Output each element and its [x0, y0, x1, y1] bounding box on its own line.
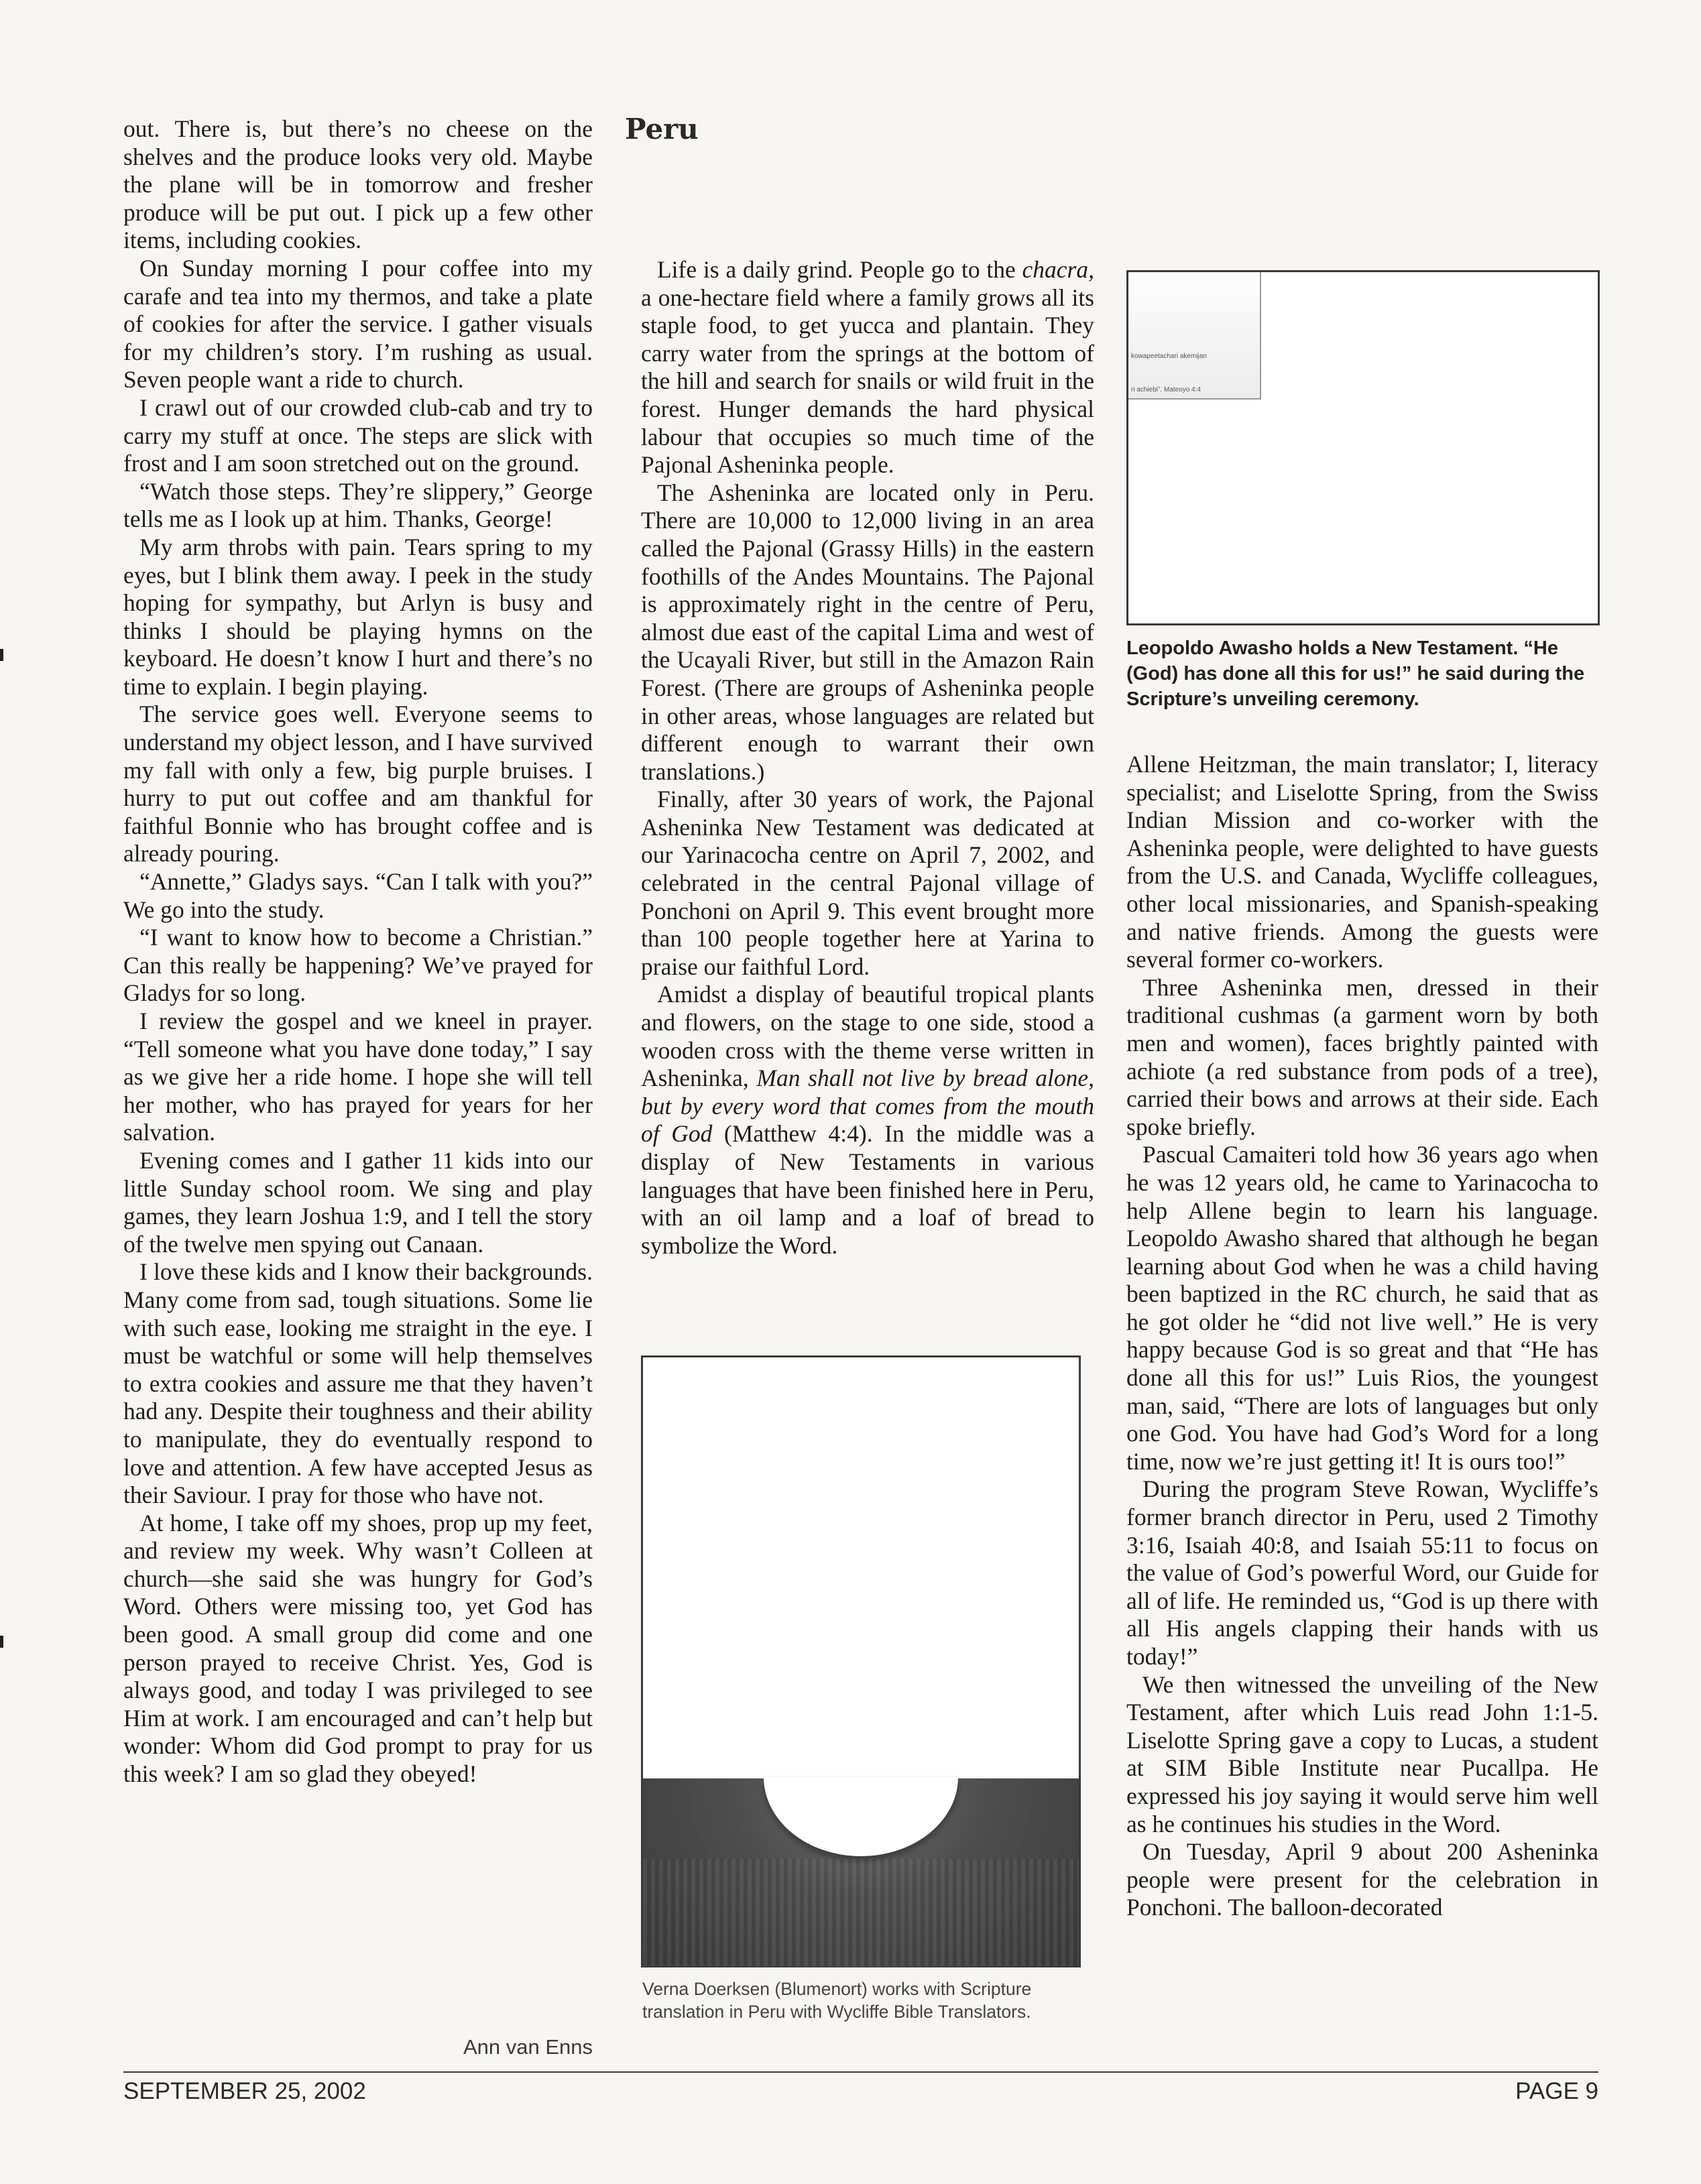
photo-caption-verna: Verna Doerksen (Blumenort) works with Scripture translation in Peru with Wycliffe Bible Translators.	[642, 1979, 1032, 2022]
column-left-article	[123, 115, 593, 1788]
section-heading: Peru	[625, 113, 699, 145]
photo-caption-leopoldo: Leopoldo Awasho holds a New Testament. “He (God) has done all this for us!” he said during the Scripture’s unveiling ceremony.	[1126, 638, 1585, 710]
text: Amidst a display of beautiful tropical plants and flowers, on the stage to one side, stood a wooden cross with the theme verse written in Asheninka,	[641, 981, 1094, 1092]
paragraph: My arm throbs with pain. Tears spring to my eyes, but I blink them away. I peek in the study hoping for sympathy, but Arlyn is busy and thinks I should be playing hymns on the keyboard. He doesn’t know I hurt and there’s no time to explain. I begin playing.	[123, 533, 593, 700]
scan-edge-mark	[0, 1636, 3, 1648]
italic-term: chacra,	[1022, 256, 1094, 283]
inset-text-line: ri achiebi”. Mateoyo 4:4	[1131, 386, 1201, 393]
italic-verse: Man shall not live by bread alone, but by every word that comes from the mouth of God	[641, 1065, 1094, 1148]
footer-page-number: PAGE 9	[1515, 2078, 1598, 2104]
paragraph: I love these kids and I know their backgrounds. Many come from sad, tough situations. Some lie with such ease, looking me straight in the eye. I must be watchful or some will help themselves to extra cookies and assure me that they haven’t had any. Despite their toughness and their ability to manipulate, they do eventually respond to love and attention. A few have accepted Jesus as their Saviour. I pray for those who have not.	[123, 1258, 593, 1509]
text: a one-hectare field where a family grows all its staple food, to get yucca and plantain. They carry water from the springs at the bottom of the hill and search for snails or wild fruit in the forest. Hunger demands the hard physical labour that occupies so much time of the Pajonal Asheninka people.	[641, 284, 1094, 479]
footer-rule	[123, 2071, 1598, 2073]
paragraph: I crawl out of our crowded club-cab and try to carry my stuff at once. The steps are slick with frost and I am soon stretched out on the ground.	[123, 393, 593, 477]
paragraph: I review the gospel and we kneel in prayer. “Tell someone what you have done today,” I say as we give her a ride home. I hope she will tell her mother, who has prayed for years for her salvation.	[123, 1008, 593, 1146]
paragraph: During the program Steve Rowan, Wycliffe’s former branch director in Peru, used 2 Timothy 3:16, Isaiah 40:8, and Isaiah 55:11 to focus on the value of God’s powerful Word, our Guide for all of life. He reminded us, “God is up there with all His angels clapping their hands with us today!”	[1126, 1475, 1598, 1670]
paragraph: The Asheninka are located only in Peru. There are 10,000 to 12,000 living in an area called the Pajonal (Grassy Hills) in the eastern foothills of the Andes Mountains. The Pajonal is approximately right in the centre of Peru, almost due east of the capital Lima and west of the Ucayali River, but still in the Amazon Rain Forest. (There are groups of Asheninka people in other areas, whose languages are related but different enough to warrant their own translations.)	[641, 479, 1094, 785]
column-middle-article	[641, 256, 1094, 1260]
paragraph: Evening comes and I gather 11 kids into our little Sunday school room. We sing and play games, they learn Joshua 1:9, and I tell the story of the twelve men spying out Canaan.	[123, 1146, 593, 1258]
paragraph: On Sunday morning I pour coffee into my carafe and tea into my thermos, and take a plate of cookies for after the service. I gather visuals for my children’s story. I’m rushing as usual. Seven people want a ride to church.	[123, 254, 593, 393]
paragraph: Finally, after 30 years of work, the Pajonal Asheninka New Testament was dedicated at our Yarinacocha centre on April 7, 2002, and celebrated in the central Pajonal village of Ponchoni on April 9. This event brought more than 100 people together here at Yarina to praise our faithful Lord.	[641, 786, 1094, 980]
scan-edge-mark	[0, 649, 3, 661]
paragraph: Three Asheninka men, dressed in their traditional cushmas (a garment worn by both men and women), faces brightly painted with achiote (a red substance from pods of a tree), carried their bows and arrows at their side. Each spoke briefly.	[1126, 973, 1598, 1140]
paragraph: “Watch those steps. They’re slippery,” George tells me as I look up at him. Thanks, George!	[123, 477, 593, 533]
inset-text-line: kowapeetachari akemijan	[1131, 353, 1207, 360]
column-right-article	[1126, 751, 1598, 1922]
paragraph: “Annette,” Gladys says. “Can I talk with you?” We go into the study.	[123, 868, 593, 923]
photo-knit-texture	[643, 1859, 1079, 1966]
paragraph: Pascual Camaiteri told how 36 years ago when he was 12 years old, he came to Yarinacocha to help Allene begin to learn his language. Leopoldo Awasho shared that although he began learning about God when he was a child having been baptized in the RC church, he said that as he got older he “did not live well.” He is very happy because God is so great and that “He has done all this for us!” Luis Rios, the youngest man, said, “There are lots of languages but only one God. You have had God’s Word for a long time, now we’re just getting it! It is ours too!”	[1126, 1141, 1598, 1475]
photo-verna-doerksen	[641, 1355, 1081, 1967]
photo-inset-banner	[1128, 272, 1261, 400]
paragraph: Allene Heitzman, the main translator; I, literacy specialist; and Liselotte Spring, from the Swiss Indian Mission and co-worker with the Asheninka people, were delighted to have guests from the U.S. and Canada, Wycliffe colleagues, other local missionaries, and Spanish-speaking and native friends. Among the guests were several former co-workers.	[1126, 751, 1598, 973]
paragraph: “I want to know how to become a Christian.” Can this really be happening? We’ve prayed for Gladys for so long.	[123, 924, 593, 1007]
paragraph: At home, I take off my shoes, prop up my feet, and review my week. Why wasn’t Colleen at church—she said she was hungry for God’s Word. Others were missing too, yet God has been good. A small group did come and one person prayed to receive Christ. Yes, God is always good, and today I was privileged to see Him at work. I am encouraged and can’t help but wonder: Whom did God prompt to pray for us this week? I am so glad they obeyed!	[123, 1509, 593, 1788]
paragraph: out. There is, but there’s no cheese on the shelves and the produce looks very old. Maybe the plane will be in tomorrow and fresher produce will be put out. I pick up a few other items, including cookies.	[123, 115, 593, 254]
text: (Matthew 4:4). In the middle was a display of New Testaments in various languages that have been finished here in Peru, with an oil lamp and a loaf of bread to symbolize the Word.	[641, 1120, 1095, 1259]
author-byline: Ann van Enns	[463, 2035, 593, 2059]
photo-sweater-area	[643, 1778, 1079, 1967]
paragraph: On Tuesday, April 9 about 200 Asheninka people were present for the celebration in Ponchoni. The balloon-decorated	[1126, 1838, 1598, 1921]
photo-neckline	[764, 1777, 958, 1856]
paragraph: The service goes well. Everyone seems to understand my object lesson, and I have survived my fall with only a few, big purple bruises. I hurry to put out coffee and am thankful for faithful Bonnie who has brought coffee and is already pouring.	[123, 701, 593, 867]
footer-date: SEPTEMBER 25, 2002	[123, 2078, 366, 2104]
paragraph	[641, 981, 1094, 1260]
paragraph: We then witnessed the unveiling of the New Testament, after which Luis read John 1:1-5. Liselotte Spring gave a copy to Lucas, a student at SIM Bible Institute near Pucallpa. He expressed his joy saying it would serve him well as he continues his studies in the Word.	[1126, 1671, 1598, 1837]
paragraph	[641, 256, 1094, 479]
text: Life is a daily grind. People go to the	[657, 256, 1022, 283]
photo-leopoldo-new-testament	[1126, 270, 1600, 625]
